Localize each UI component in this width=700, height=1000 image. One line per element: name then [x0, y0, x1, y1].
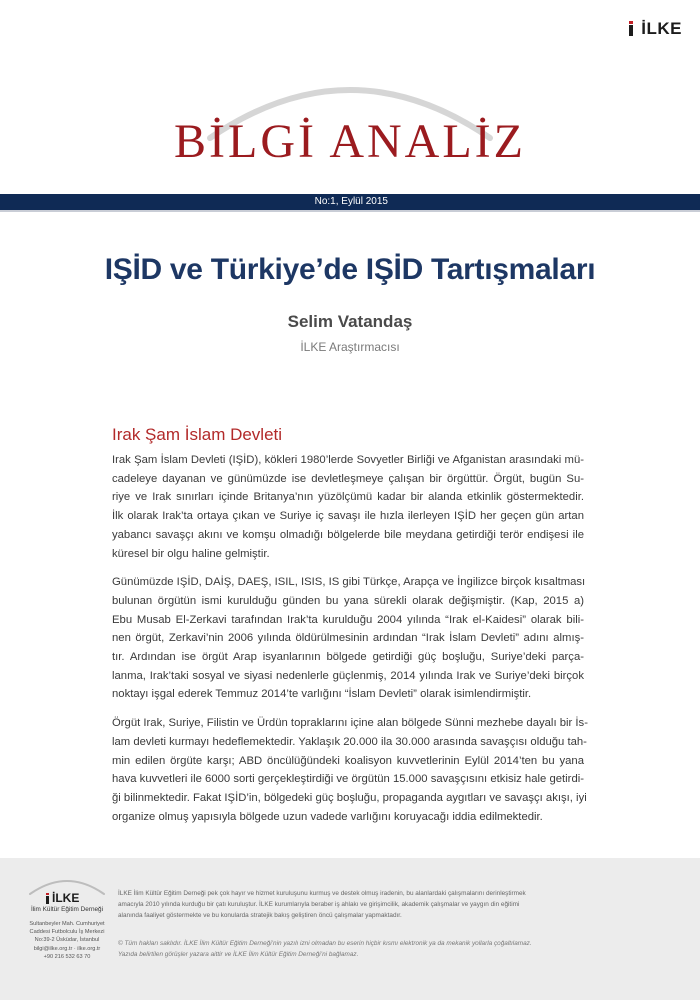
paragraph	[112, 714, 588, 826]
footer	[0, 858, 700, 1000]
paragraph	[112, 451, 584, 563]
text-line: yabancı savaşçı akını ve komşu olmadığı bölgelerde bile meydana getirdiği terör endişesi ile	[112, 528, 584, 541]
footer-text-line: alanında faaliyet göstermekte ve bu konularda stratejik bakış geliştiren öncü çalışmalar yapmaktadır.	[118, 912, 402, 920]
text-line: İlk olarak Irak’ta ortaya çıkan ve Suriye iç savaşı ile hızla ilerleyen IŞİD her geçen gün artan	[112, 510, 584, 523]
ilke-logo-icon	[46, 893, 50, 904]
address-line: +90 216 532 63 70	[43, 953, 91, 960]
text-line: Ebu Musab El-Zerkavi tarafından Irak’ta kurulduğu 2004 yılında “Irak el-Kaidesi” olarak bili-	[112, 613, 584, 626]
address-line: No:39-2 Üsküdar, İstanbul	[34, 937, 100, 944]
text-line: lanma, Irak’taki sosyal ve siyasi nedenlerle güçlenmiş, 2014 yılında Irak ve Suriye’deki birçok	[112, 669, 584, 682]
text-line: organize olmuş yapısıyla bölgede uzun vadede varlığını koruyacağı iddia edilmektedir.	[112, 810, 543, 823]
ilke-logo	[629, 20, 682, 37]
article-body	[112, 451, 588, 836]
footer-address	[26, 920, 108, 961]
article-title: IŞİD ve Türkiye’de IŞİD Tartışmaları	[104, 253, 596, 286]
section-heading: Irak Şam İslam Devleti	[112, 425, 283, 444]
footer-org-name: İlim Kültür Eğitim Derneği	[30, 906, 104, 913]
text-line: riye ve Irak sınırları içinde Britanya’nın yüzölçümü kadar bir alanda etkinlik göstermektedir.	[112, 491, 584, 504]
footer-brand-name: İLKE	[52, 891, 80, 905]
text-line: min edilen örgüte karşı; ABD öncülüğündeki koalisyon kuvvetlerinin Eylül 2014’ten bu yana	[112, 754, 584, 767]
masthead-title: BİLGİ ANALİZ	[174, 115, 526, 168]
text-line: tır. Ardından ise örgüt Arap isyanlarının bölgede getirdiği güç boşluğu, Suriye’deki parça-	[112, 651, 584, 664]
text-line: lam devleti kurmayı hedeflemektedir. Yaklaşık 20.000 ila 30.000 arasında savaşçısı olduğu tah-	[112, 735, 587, 748]
text-line: Günümüzde IŞİD, DAİŞ, DAEŞ, ISIL, ISIS, IS gibi Türkçe, Arapça ve İngilizce birçok kısaltması	[112, 576, 586, 589]
issue-bar	[0, 194, 700, 210]
text-line: ği bilinmektedir. Fakat IŞİD’in, bölgedeki güç boşluğu, propaganda aygıtları ve savaşçı akışı, iyi	[112, 791, 587, 804]
address-line: bilgi@ilke.org.tr · ilke.org.tr	[33, 945, 101, 952]
ilke-logo-icon	[629, 21, 638, 36]
address-line: Caddesi Futbolculu İş Merkezi	[29, 929, 105, 936]
footer-text-line: amacıyla 2010 yılında kurduğu bir çatı kuruluştur. İLKE kurumlarıyla beraber iş ahlakı ve girişimcilik, akademik çalışmalar ve yaygın din eğitimi	[118, 901, 520, 909]
text-line: noktayı işgal ederek Temmuz 2014’te varlığını “İslam Devleti” olarak isimlendirmiştir.	[112, 688, 532, 701]
text-line: Irak Şam İslam Devleti (IŞİD), kökleri 1980’lerde Sovyetler Birliği ve Afganistan arasındaki mü-	[112, 454, 584, 466]
footer-copyright	[118, 938, 598, 960]
author-name: Selim Vatandaş	[287, 312, 413, 331]
footer-logo	[46, 892, 79, 904]
author-role: İLKE Araştırmacısı	[300, 340, 400, 354]
address-line: Sultanbeyler Mah. Cumhuriyet	[29, 921, 105, 927]
footer-description	[118, 888, 588, 922]
issue-label: No:1, Eylül 2015	[314, 196, 388, 207]
footer-text-line: Yazıda belirtilen görüşler yazara aittir ve İLKE İlim Kültür Eğitim Derneği’ni bağlamaz.	[118, 951, 359, 959]
text-line: cadeleye dayanan ve günümüzde ise devletleşmeye çalışan bir örgüttür. Örgüt, bugün Su-	[112, 472, 584, 485]
text-line: Örgüt Irak, Suriye, Filistin ve Ürdün topraklarını içine alan bölgede Sünni mezhebe dayalı bir İs-	[112, 717, 588, 730]
text-line: küresel bir olgu haline gelmiştir.	[112, 547, 270, 560]
text-line: nen örgüt, Zerkavi’nin 2006 yılında öldürülmesinin ardından “Irak İslam Devleti” adını almış-	[112, 632, 584, 645]
text-line: bulunan örgütün ismi kurulduğu günden bu yana sürekli olarak değişmiştir. (Kap, 2015 a)	[112, 594, 584, 607]
text-line: hava kuvvetleri ile 6000 sorti gerçekleştirdiği ve örgütün 15.000 savaşçısını etkisiz hale getirdi-	[112, 773, 584, 786]
footer-text-line: © Tüm hakları saklıdır. İLKE İlim Kültür Eğitim Derneği’nin yazılı izni olmadan bu eserin hiçbir kısmı elektronik ya da mekanik yollarla çoğaltılamaz.	[118, 940, 532, 947]
paragraph	[112, 573, 584, 704]
brand-name: İLKE	[641, 19, 682, 38]
footer-text-line: İLKE İlim Kültür Eğitim Derneği pek çok hayır ve hizmet kuruluşunu kurmuş ve destek olmuş iradenin, bu alanlardaki çalışmalarını derinleştirmek	[118, 890, 526, 897]
